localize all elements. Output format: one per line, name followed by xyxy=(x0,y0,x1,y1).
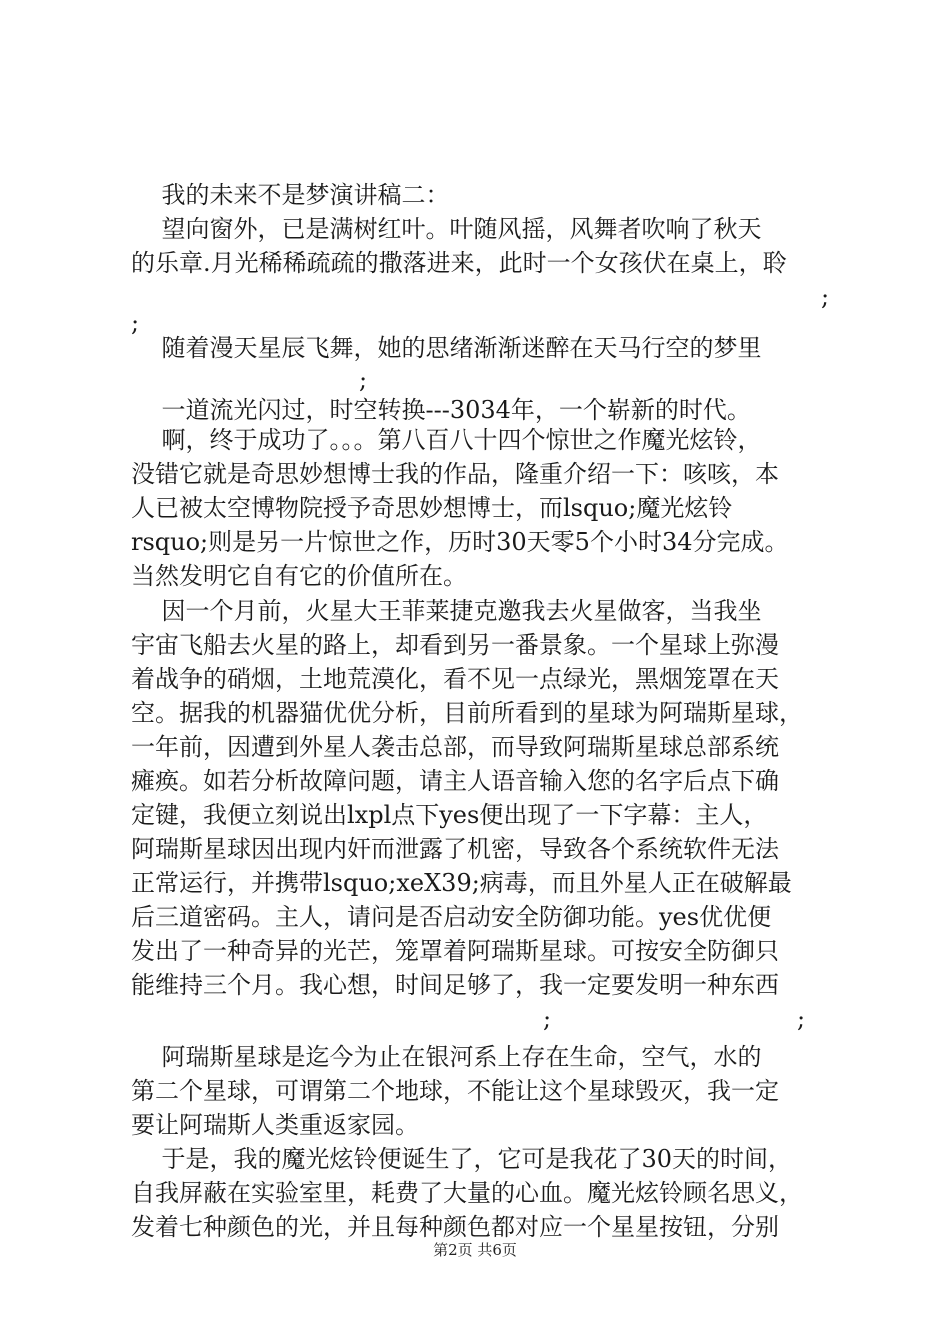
text-line: 第二个星球，可谓第二个地球，不能让这个星球毁灭，我一定 xyxy=(131,1077,779,1105)
text-line: ; xyxy=(131,309,140,337)
text-line: 随着漫天星辰飞舞，她的思绪渐渐迷醉在天马行空的梦里 xyxy=(131,334,762,362)
text-line: 当然发明它自有它的价值所在。 xyxy=(131,562,467,590)
text-line: rsquo;则是另一片惊世之作，历时30天零5个小时34分完成。 xyxy=(131,528,789,556)
stray-semicolon: ; xyxy=(543,1005,552,1033)
text-line: 后三道密码。主人，请问是否启动安全防御功能。yes优优便 xyxy=(131,903,772,931)
text-line: 一道流光闪过，时空转换---3034年，一个崭新的时代。 xyxy=(131,396,751,424)
text-line-with-marks xyxy=(131,1002,831,1036)
text-line: 阿瑞斯星球是迄今为止在银河系上存在生命，空气，水的 xyxy=(131,1043,762,1071)
text-line: 空。据我的机器猫优优分析，目前所看到的星球为阿瑞斯星球， xyxy=(131,699,803,727)
stray-semicolon: ; xyxy=(359,366,368,394)
text-line: 我的未来不是梦演讲稿二： xyxy=(131,181,450,209)
text-line: 于是，我的魔光炫铃便诞生了，它可是我花了30天的时间， xyxy=(131,1145,793,1173)
text-line-with-marks xyxy=(131,363,831,397)
stray-semicolon: ; xyxy=(821,283,830,311)
stray-semicolon: ; xyxy=(797,1005,806,1033)
text-line: 没错它就是奇思妙想博士我的作品，隆重介绍一下：咳咳，本 xyxy=(131,460,779,488)
text-line: 正常运行，并携带lsquo;xeX39;病毒，而且外星人正在破解最 xyxy=(131,869,792,897)
text-line: 因一个月前，火星大王菲莱捷克邀我去火星做客，当我坐 xyxy=(131,597,762,625)
text-line: 着战争的硝烟，土地荒漠化，看不见一点绿光，黑烟笼罩在天 xyxy=(131,665,779,693)
text-line: 的乐章.月光稀稀疏疏的撒落进来，此时一个女孩伏在桌上，聆 xyxy=(131,249,787,277)
text-line: 阿瑞斯星球因出现内奸而泄露了机密，导致各个系统软件无法 xyxy=(131,835,779,863)
text-line: 要让阿瑞斯人类重返家园。 xyxy=(131,1111,419,1139)
text-line: 定键，我便立刻说出lxpl点下yes便出现了一下字幕：主人， xyxy=(131,801,768,829)
text-line: 一年前，因遭到外星人袭击总部，而导致阿瑞斯星球总部系统 xyxy=(131,733,779,761)
text-line: 啊，终于成功了。。。第八百八十四个惊世之作魔光炫铃， xyxy=(131,426,762,454)
text-line: 望向窗外，已是满树红叶。叶随风摇，风舞者吹响了秋天 xyxy=(131,215,762,243)
text-line: 人已被太空博物院授予奇思妙想博士，而lsquo;魔光炫铃 xyxy=(131,494,733,522)
page-footer: 第2页 共6页 xyxy=(433,1241,517,1259)
text-line: 发着七种颜色的光，并且每种颜色都对应一个星星按钮，分别 xyxy=(131,1213,779,1241)
text-line: 宇宙飞船去火星的路上，却看到另一番景象。一个星球上弥漫 xyxy=(131,631,779,659)
text-line: 瘫痪。如若分析故障问题，请主人语音输入您的名字后点下确 xyxy=(131,767,779,795)
text-line: 自我屏蔽在实验室里，耗费了大量的心血。魔光炫铃顾名思义， xyxy=(131,1179,803,1207)
text-line: 能维持三个月。我心想，时间足够了，我一定要发明一种东西 xyxy=(131,971,779,999)
text-line: 发出了一种奇异的光芒，笼罩着阿瑞斯星球。可按安全防御只 xyxy=(131,937,779,965)
